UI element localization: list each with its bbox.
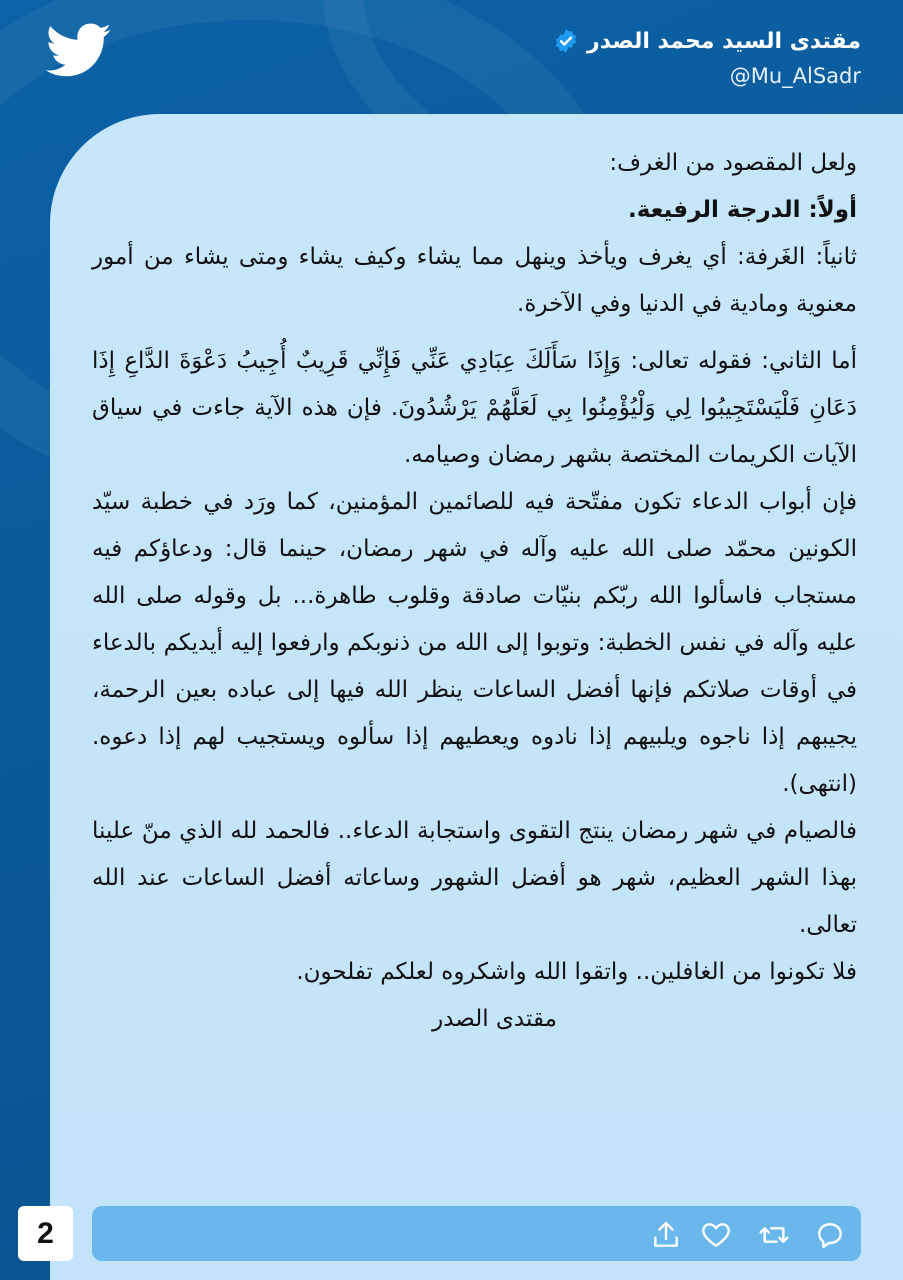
display-name: مقتدى السيد محمد الصدر bbox=[587, 28, 861, 54]
twitter-bird-icon bbox=[46, 22, 112, 80]
paragraph: فلا تكونوا من الغافلين.. واتقوا الله واشكروه لعلكم تفلحون. bbox=[296, 959, 857, 985]
user-handle: @Mu_AlSadr bbox=[729, 64, 861, 88]
paragraph: أولاً: الدرجة الرفيعة. bbox=[627, 197, 857, 223]
signature-block bbox=[92, 996, 857, 1043]
profile-info bbox=[553, 28, 861, 88]
retweet-icon[interactable] bbox=[758, 1219, 790, 1251]
share-icon[interactable] bbox=[650, 1219, 682, 1251]
page-number: 2 bbox=[18, 1206, 73, 1261]
paragraph: ثانياً: الغَرفة: أي يغرف ويأخذ وينهل مما يشاء وكيف يشاء ومتى يشاء من أمور معنوية ومادية في الدنيا وفي الآخرة. bbox=[92, 244, 857, 317]
like-icon[interactable] bbox=[700, 1219, 732, 1251]
action-bar bbox=[92, 1206, 861, 1261]
paragraph: فإن أبواب الدعاء تكون مفتّحة فيه للصائمين المؤمنين، كما ورَد في خطبة سيّد الكونين محمّد صلى الله عليه وآله في شهر رمضان، حينما قال: ودعاؤكم فيه مستجاب فاسألوا الله ربّكم بنيّات صادقة وقلوب طاهرة... بل وقوله صلى الله عليه وآله في نفس الخطبة: وتوبوا إلى الله من ذنوبكم وارفعوا إليه أيديكم بالدعاء في أوقات صلاتكم فإنها أفضل الساعات ينظر الله فيها إلى عباده بعين الرحمة، يجيبهم إذا ناجوه ويلبيهم إذا نادوه ويعطيهم إذا سألوه ويستجيب لهم إذا دعوه. (انتهى). bbox=[92, 489, 857, 797]
reply-icon[interactable] bbox=[814, 1219, 846, 1251]
signature: مقتدى الصدر bbox=[432, 1006, 557, 1032]
post-body bbox=[92, 140, 857, 1043]
verified-badge-icon bbox=[553, 28, 579, 54]
header bbox=[0, 0, 903, 115]
paragraph: فالصيام في شهر رمضان ينتج التقوى واستجابة الدعاء.. فالحمد لله الذي منّ علينا بهذا الشهر العظيم، شهر هو أفضل الشهور وساعاته أفضل الساعات عند الله تعالى. bbox=[92, 818, 857, 938]
paragraph: ولعل المقصود من الغرف: bbox=[609, 150, 857, 176]
paragraph: أما الثاني: فقوله تعالى: وَإِذَا سَأَلَكَ عِبَادِي عَنِّي فَإِنِّي قَرِيبٌ أُجِيبُ دَعْوَةَ الدَّاعِ إِذَا دَعَانِ فَلْيَسْتَجِيبُوا لِي وَلْيُؤْمِنُوا بِي لَعَلَّهُمْ يَرْشُدُونَ. فإن هذه الآية جاءت في سياق الآيات الكريمات المختصة بشهر رمضان وصيامه. bbox=[92, 348, 857, 468]
